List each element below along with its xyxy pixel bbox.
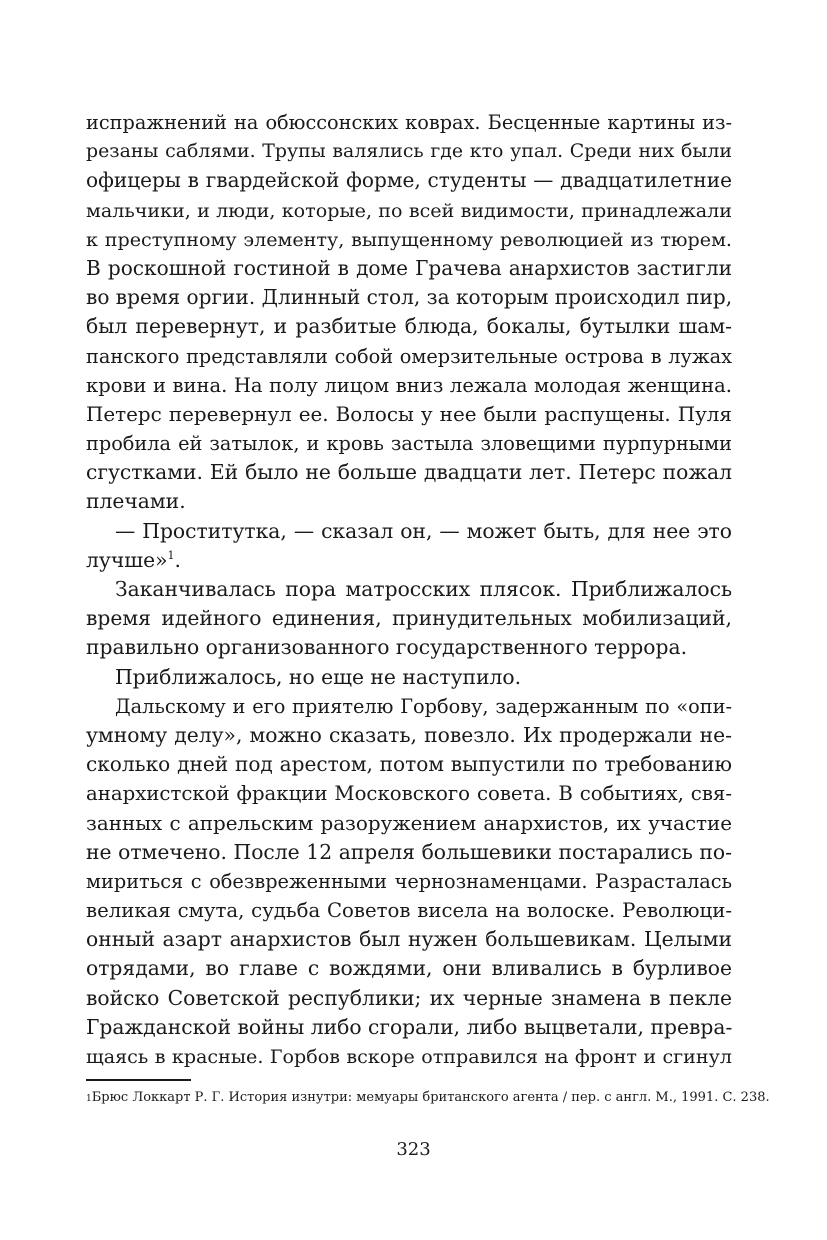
text-line: сколько дней под арестом, потом выпустили по требованию bbox=[86, 752, 732, 777]
text-line: великая смута, судьба Советов висела на волоске. Революци- bbox=[86, 899, 732, 923]
text-line: анархистской фракции Московского совета. В событиях, свя- bbox=[86, 782, 732, 806]
text-line: плечами. bbox=[86, 489, 186, 514]
footnote bbox=[86, 1089, 770, 1108]
text-line: Петерс перевернул ее. Волосы у нее были распущены. Пуля bbox=[86, 402, 732, 426]
footnote-reference[interactable]: 1 bbox=[167, 549, 175, 563]
text-line: занных с апрельским разоружением анархистов, их участие bbox=[86, 811, 732, 835]
text-line: испражнений на обюссонских коврах. Бесценные картины из- bbox=[86, 111, 732, 134]
text-line: — Проститутка, — сказал он, — может быть, для нее это bbox=[115, 518, 732, 543]
text-line: крови и вина. На полу лицом вниз лежала молодая женщина. bbox=[86, 373, 732, 397]
text-line: щаясь в красные. Горбов вскоре отправился на фронт и сгинул bbox=[86, 1045, 732, 1068]
text-line: был перевернут, и разбитые блюда, бокалы, бутылки шам- bbox=[86, 314, 732, 339]
text-line: войско Советской республики; их черные знамена в пекле bbox=[86, 985, 732, 1010]
text-line: сгустками. Ей было не больше двадцати лет. Петерс пожал bbox=[86, 460, 732, 485]
text-line-content: лучше» bbox=[86, 547, 168, 572]
text-line: мириться с обезвреженными чернознаменцами. Разрасталась bbox=[86, 869, 732, 893]
text-line: офицеры в гвардейской форме, студенты — двадцатилетние bbox=[86, 168, 732, 193]
text-line: к преступному элементу, выпущенному революцией из тюрем. bbox=[86, 227, 732, 251]
body-text bbox=[86, 108, 732, 1071]
text-line: умному делу», можно сказать, повезло. Их продержали не- bbox=[86, 722, 732, 747]
text-line: резаны саблями. Трупы валялись где кто упал. Среди них были bbox=[86, 140, 732, 163]
text-line: мальчики, и люди, которые, по всей видимости, принадлежали bbox=[86, 198, 732, 222]
text-line-with-footnote-ref bbox=[86, 546, 732, 575]
text-line: пробила ей затылок, и кровь застыла зловещими пурпурными bbox=[86, 432, 732, 456]
text-line: отрядами, во главе с вождями, они вливались в бурливое bbox=[86, 956, 732, 981]
text-line: не отмечено. После 12 апреля большевики постарались по- bbox=[86, 839, 732, 864]
text-line: Гражданской войны либо сгорали, либо выцветали, превра- bbox=[86, 1014, 733, 1039]
footnote-text: Брюс Локкарт Р. Г. История изнутри: мемуары британского агента / пер. с англ. М., 1991. С. 238. bbox=[91, 1090, 770, 1105]
text-line: Приближалось, но еще не наступило. bbox=[115, 664, 522, 689]
text-line: Дальскому и его приятелю Горбову, задержанным по «опи- bbox=[115, 694, 732, 718]
text-line: Заканчивалась пора матросских плясок. Приближалось bbox=[115, 577, 732, 601]
footnote-divider bbox=[86, 1079, 191, 1081]
text-line: правильно организованного государственного террора. bbox=[86, 635, 688, 660]
text-line: онный азарт анархистов был нужен большевикам. Целыми bbox=[86, 927, 732, 952]
text-line-tail: . bbox=[174, 547, 181, 572]
text-line: В роскошной гостиной в доме Грачева анархистов застигли bbox=[86, 255, 732, 280]
text-line: во время оргии. Длинный стол, за которым происходил пир, bbox=[86, 285, 733, 310]
page-number: 323 bbox=[396, 1139, 431, 1160]
text-line: панского представляли собой омерзительные острова в лужах bbox=[86, 344, 732, 368]
text-line: время идейного единения, принудительных мобилизаций, bbox=[86, 606, 732, 631]
footnote-number: 1 bbox=[86, 1094, 92, 1104]
